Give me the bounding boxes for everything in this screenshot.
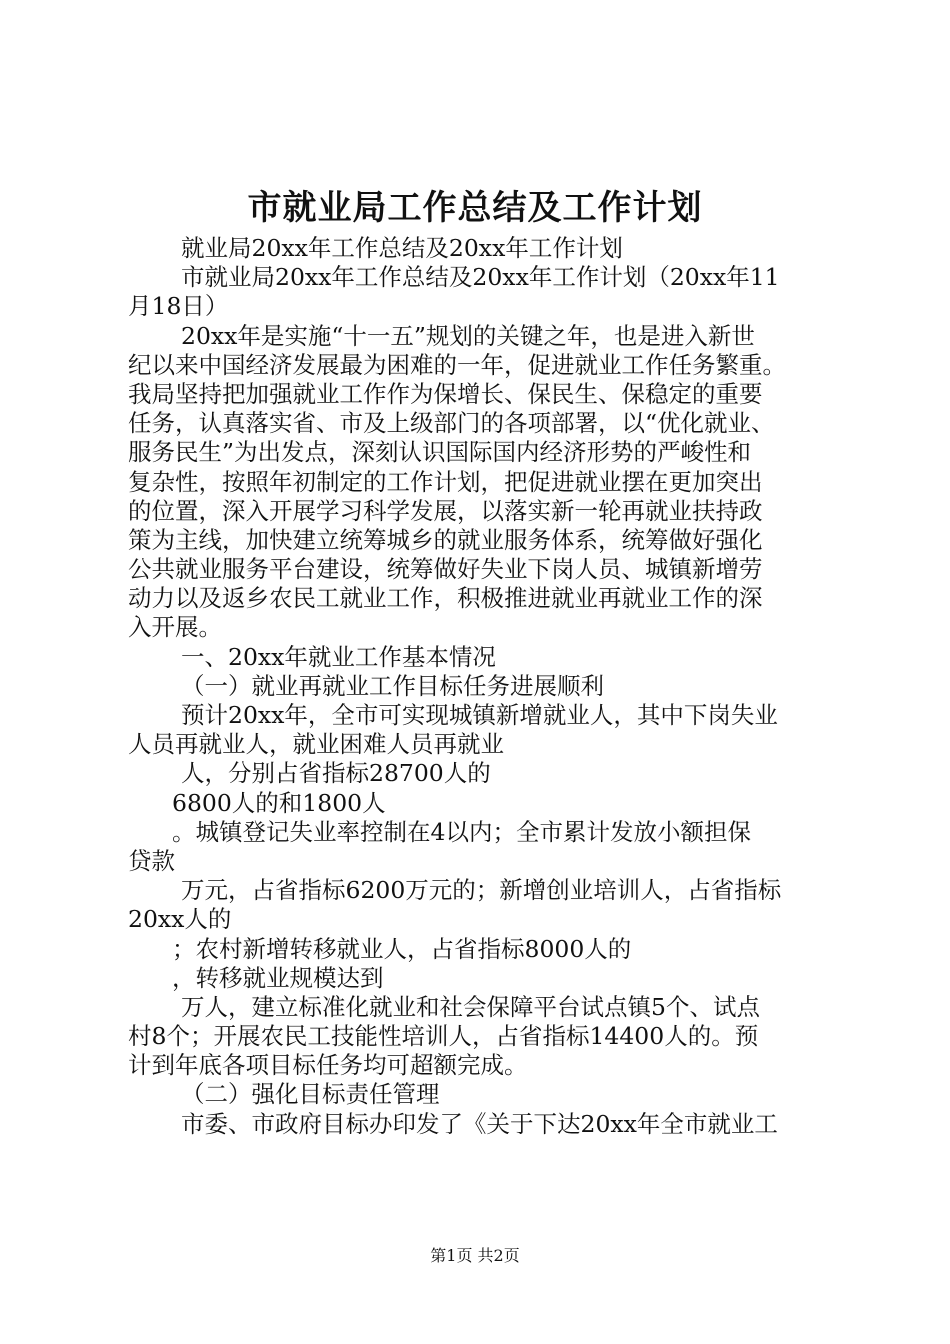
body-line: 策为主线，加快建立统筹城乡的就业服务体系，统筹做好强化 xyxy=(128,525,763,554)
body-line: 预计20xx年，全市可实现城镇新增就业人，其中下岗失业 xyxy=(181,701,778,729)
body-line: 村8个；开展农民工技能性培训人，占省指标14400人的。预 xyxy=(128,1022,759,1051)
body-line: （一）就业再就业工作目标任务进展顺利 xyxy=(181,671,604,700)
page-footer: 第1页 共2页 xyxy=(430,1246,520,1265)
body-line: 服务民生”为出发点，深刻认识国际国内经济形势的严峻性和 xyxy=(128,438,752,467)
body-line: 贷款 xyxy=(128,846,175,875)
body-line: 市委、市政府目标办印发了《关于下达20xx年全市就业工 xyxy=(181,1109,778,1138)
body-line: 20xx人的 xyxy=(128,905,232,934)
body-line: （二）强化目标责任管理 xyxy=(181,1080,440,1109)
body-line: 人员再就业人，就业困难人员再就业 xyxy=(128,730,504,759)
document-body xyxy=(128,234,833,1139)
body-line: ；农村新增转移就业人，占省指标8000人的 xyxy=(172,934,632,963)
body-line: 市就业局20xx年工作总结及20xx年工作计划（20xx年11 xyxy=(181,263,780,292)
body-line: 公共就业服务平台建设，统筹做好失业下岗人员、城镇新增劳 xyxy=(128,555,763,584)
body-line: 月18日） xyxy=(128,292,229,321)
body-line: 的位置，深入开展学习科学发展，以落实新一轮再就业扶持政 xyxy=(128,496,763,525)
body-line: 任务，认真落实省、市及上级部门的各项部署，以“优化就业、 xyxy=(128,409,775,438)
body-line: 20xx年是实施“十一五”规划的关键之年，也是进入新世 xyxy=(181,321,755,350)
body-line: 纪以来中国经济发展最为困难的一年，促进就业工作任务繁重。 xyxy=(128,350,786,379)
document-title: 市就业局工作总结及工作计划 xyxy=(247,188,703,228)
body-line: 6800人的和1800人 xyxy=(172,788,386,817)
body-line: ，转移就业规模达到 xyxy=(172,963,384,992)
body-line: 万人，建立标准化就业和社会保障平台试点镇5个、试点 xyxy=(181,992,760,1021)
body-line: 复杂性，按照年初制定的工作计划，把促进就业摆在更加突出 xyxy=(128,467,763,496)
body-line: 就业局20xx年工作总结及20xx年工作计划 xyxy=(181,234,623,262)
body-line: 我局坚持把加强就业工作作为保增长、保民生、保稳定的重要 xyxy=(128,379,763,408)
body-line: 万元，占省指标6200万元的；新增创业培训人，占省指标 xyxy=(181,876,782,905)
body-line: 人，分别占省指标28700人的 xyxy=(181,759,491,788)
body-line: 。城镇登记失业率控制在4以内；全市累计发放小额担保 xyxy=(172,817,751,846)
body-line: 入开展。 xyxy=(128,613,222,642)
body-line: 一、20xx年就业工作基本情况 xyxy=(181,642,496,671)
body-line: 计到年底各项目标任务均可超额完成。 xyxy=(128,1051,528,1080)
body-line: 动力以及返乡农民工就业工作，积极推进就业再就业工作的深 xyxy=(128,584,763,613)
